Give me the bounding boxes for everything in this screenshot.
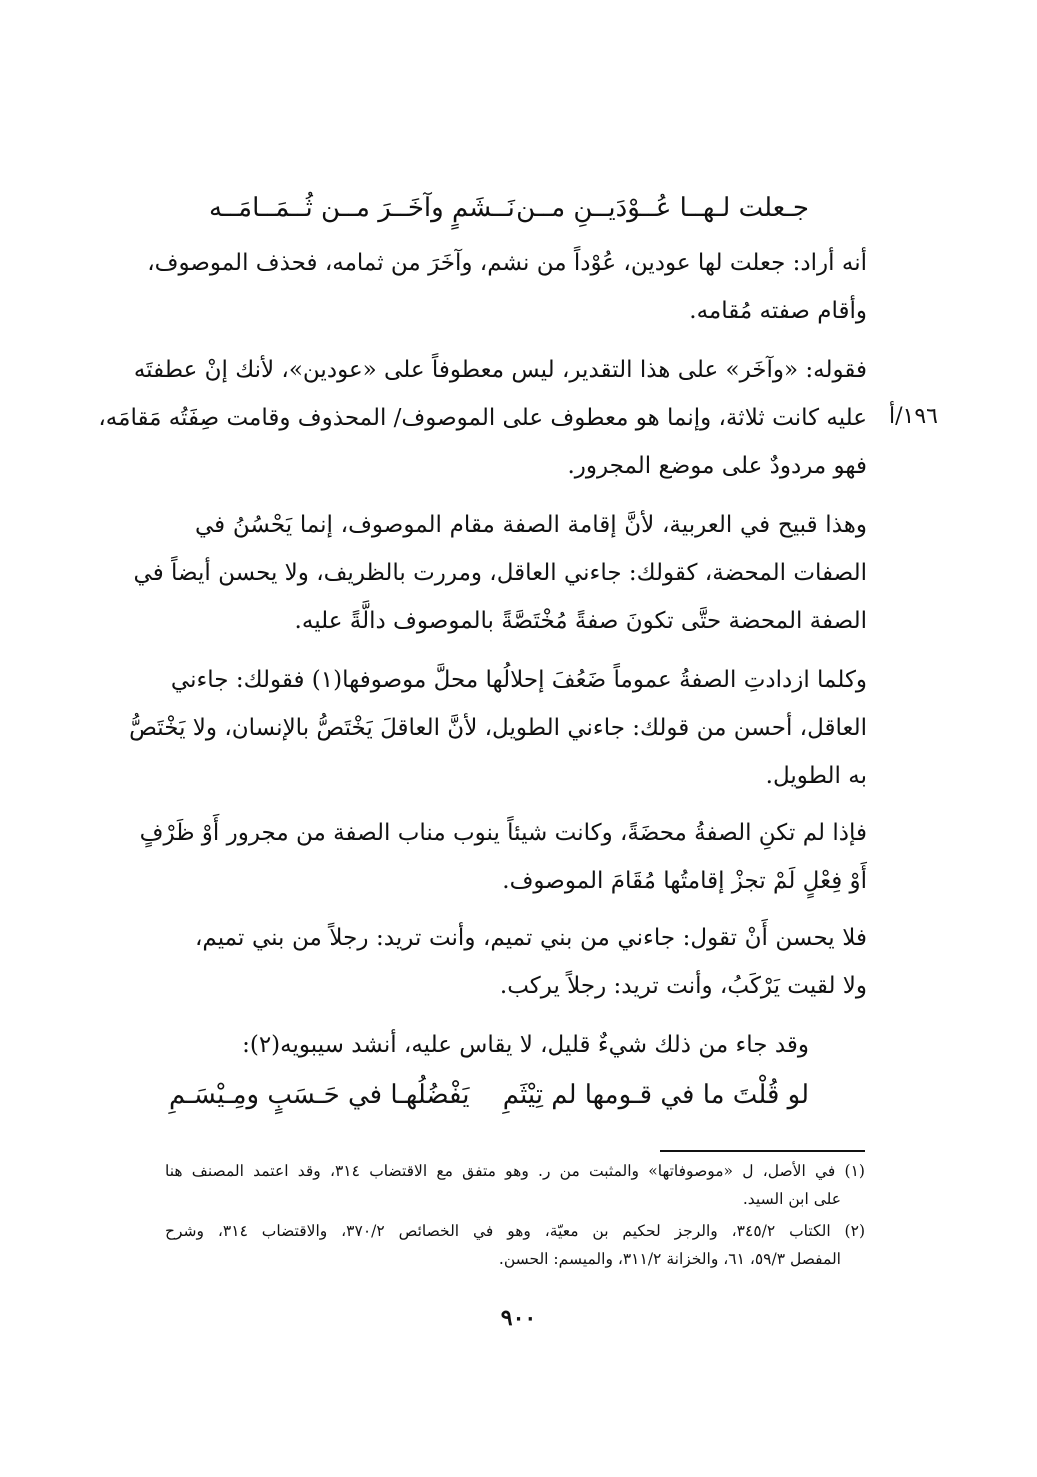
footnote-separator xyxy=(660,1150,865,1152)
text-line: به الطويل. xyxy=(765,763,867,789)
text-line: وقد جاء من ذلك شيءٌ قليل، لا يقاس عليه، أنشد سيبويه(٢): xyxy=(242,1032,809,1058)
text-line: الصفات المحضة، كقولك: جاءني العاقل، ومررت بالظريف، ولا يحسن أيضاً في xyxy=(133,560,867,586)
text-line: فإذا لم تكنِ الصفةُ محضَةً، وكانت شيئاً ينوب مناب الصفة من مجرور أَوْ ظَرْفٍ xyxy=(139,820,867,846)
footnote-line: على ابن السيد. xyxy=(742,1190,841,1208)
text-line: وأقام صفته مُقامه. xyxy=(689,298,867,324)
text-line: فهو مردودٌ على موضع المجرور. xyxy=(567,453,867,479)
text-line: العاقل، أحسن من قولك: جاءني الطويل، لأنَّ العاقلَ يَخْتَصُّ بالإنسان، ولا يَخْتَصُّ xyxy=(129,715,867,741)
footnote-line: المفصل ٥٩/٣، ٦١، والخزانة ٣١١/٢، والميسم: الحسن. xyxy=(498,1250,841,1268)
verse-hemistich-right: لو قُلْتَ ما في قـومها لم تِيْثَمِ xyxy=(502,1080,809,1110)
text-line: فقوله: «وآخَر» على هذا التقدير، ليس معطوفاً على «عودين»، لأنك إنْ عطفتَه xyxy=(133,357,867,383)
text-line: فلا يحسن أَنْ تقول: جاءني من بني تميم، وأنت تريد: رجلاً من بني تميم، xyxy=(195,925,867,951)
verse-hemistich-left: يَفْضُلُهـا في حَـسَبٍ ومِـيْسَـمِ xyxy=(169,1080,470,1110)
text-line: وكلما ازدادتِ الصفةُ عموماً ضَعُفَ إحلالُها محلَّ موصوفها(١) فقولك: جاءني xyxy=(170,667,867,693)
text-line: الصفة المحضة حتَّى تكونَ صفةً مُخْتَصَّةً بالموصوف دالَّةً عليه. xyxy=(294,608,867,634)
text-line: عليه كانت ثلاثة، وإنما هو معطوف على الموصوف/ المحذوف وقامت صِفَتُه مَقامَه، xyxy=(98,405,867,431)
text-line: ولا لقيت يَرْكَبُ، وأنت تريد: رجلاً يركب. xyxy=(499,973,867,999)
verse-hemistich-left: نَــشَمٍ وآخَــرَ مــن ثُــمَــامَــه xyxy=(209,193,515,223)
manuscript-folio-marker: ١٩٦/أ xyxy=(889,404,938,429)
text-line: أَوْ فِعْلٍ لَمْ تجزْ إقامتُها مُقَامَ الموصوف. xyxy=(502,868,867,894)
text-line: وهذا قبيح في العربية، لأنَّ إقامة الصفة مقام الموصوف، إنما يَحْسُنُ في xyxy=(195,512,867,538)
verse-top xyxy=(209,193,809,229)
text-line: أنه أراد: جعلت لها عودين، عُوْداً من نشم، وآخَرَ من ثمامه، فحذف الموصوف، xyxy=(147,250,867,276)
page-number: ٩٠٠ xyxy=(500,1305,537,1331)
verse-bottom xyxy=(169,1080,809,1116)
footnote-line: (١) في الأصل، ل «موصوفاتها» والمثبت من ر. وهو متفق مع الاقتضاب ٣١٤، وقد اعتمد المصنف هنا xyxy=(165,1162,865,1180)
footnote-line: (٢) الكتاب ٣٤٥/٢، والرجز لحكيم بن معيّة، وهو في الخصائص ٣٧٠/٢، والاقتضاب ٣١٤، وشرح xyxy=(165,1222,865,1240)
verse-hemistich-right: جـعلت لـهــا عُــوْدَيــنِ مــن xyxy=(516,193,809,223)
